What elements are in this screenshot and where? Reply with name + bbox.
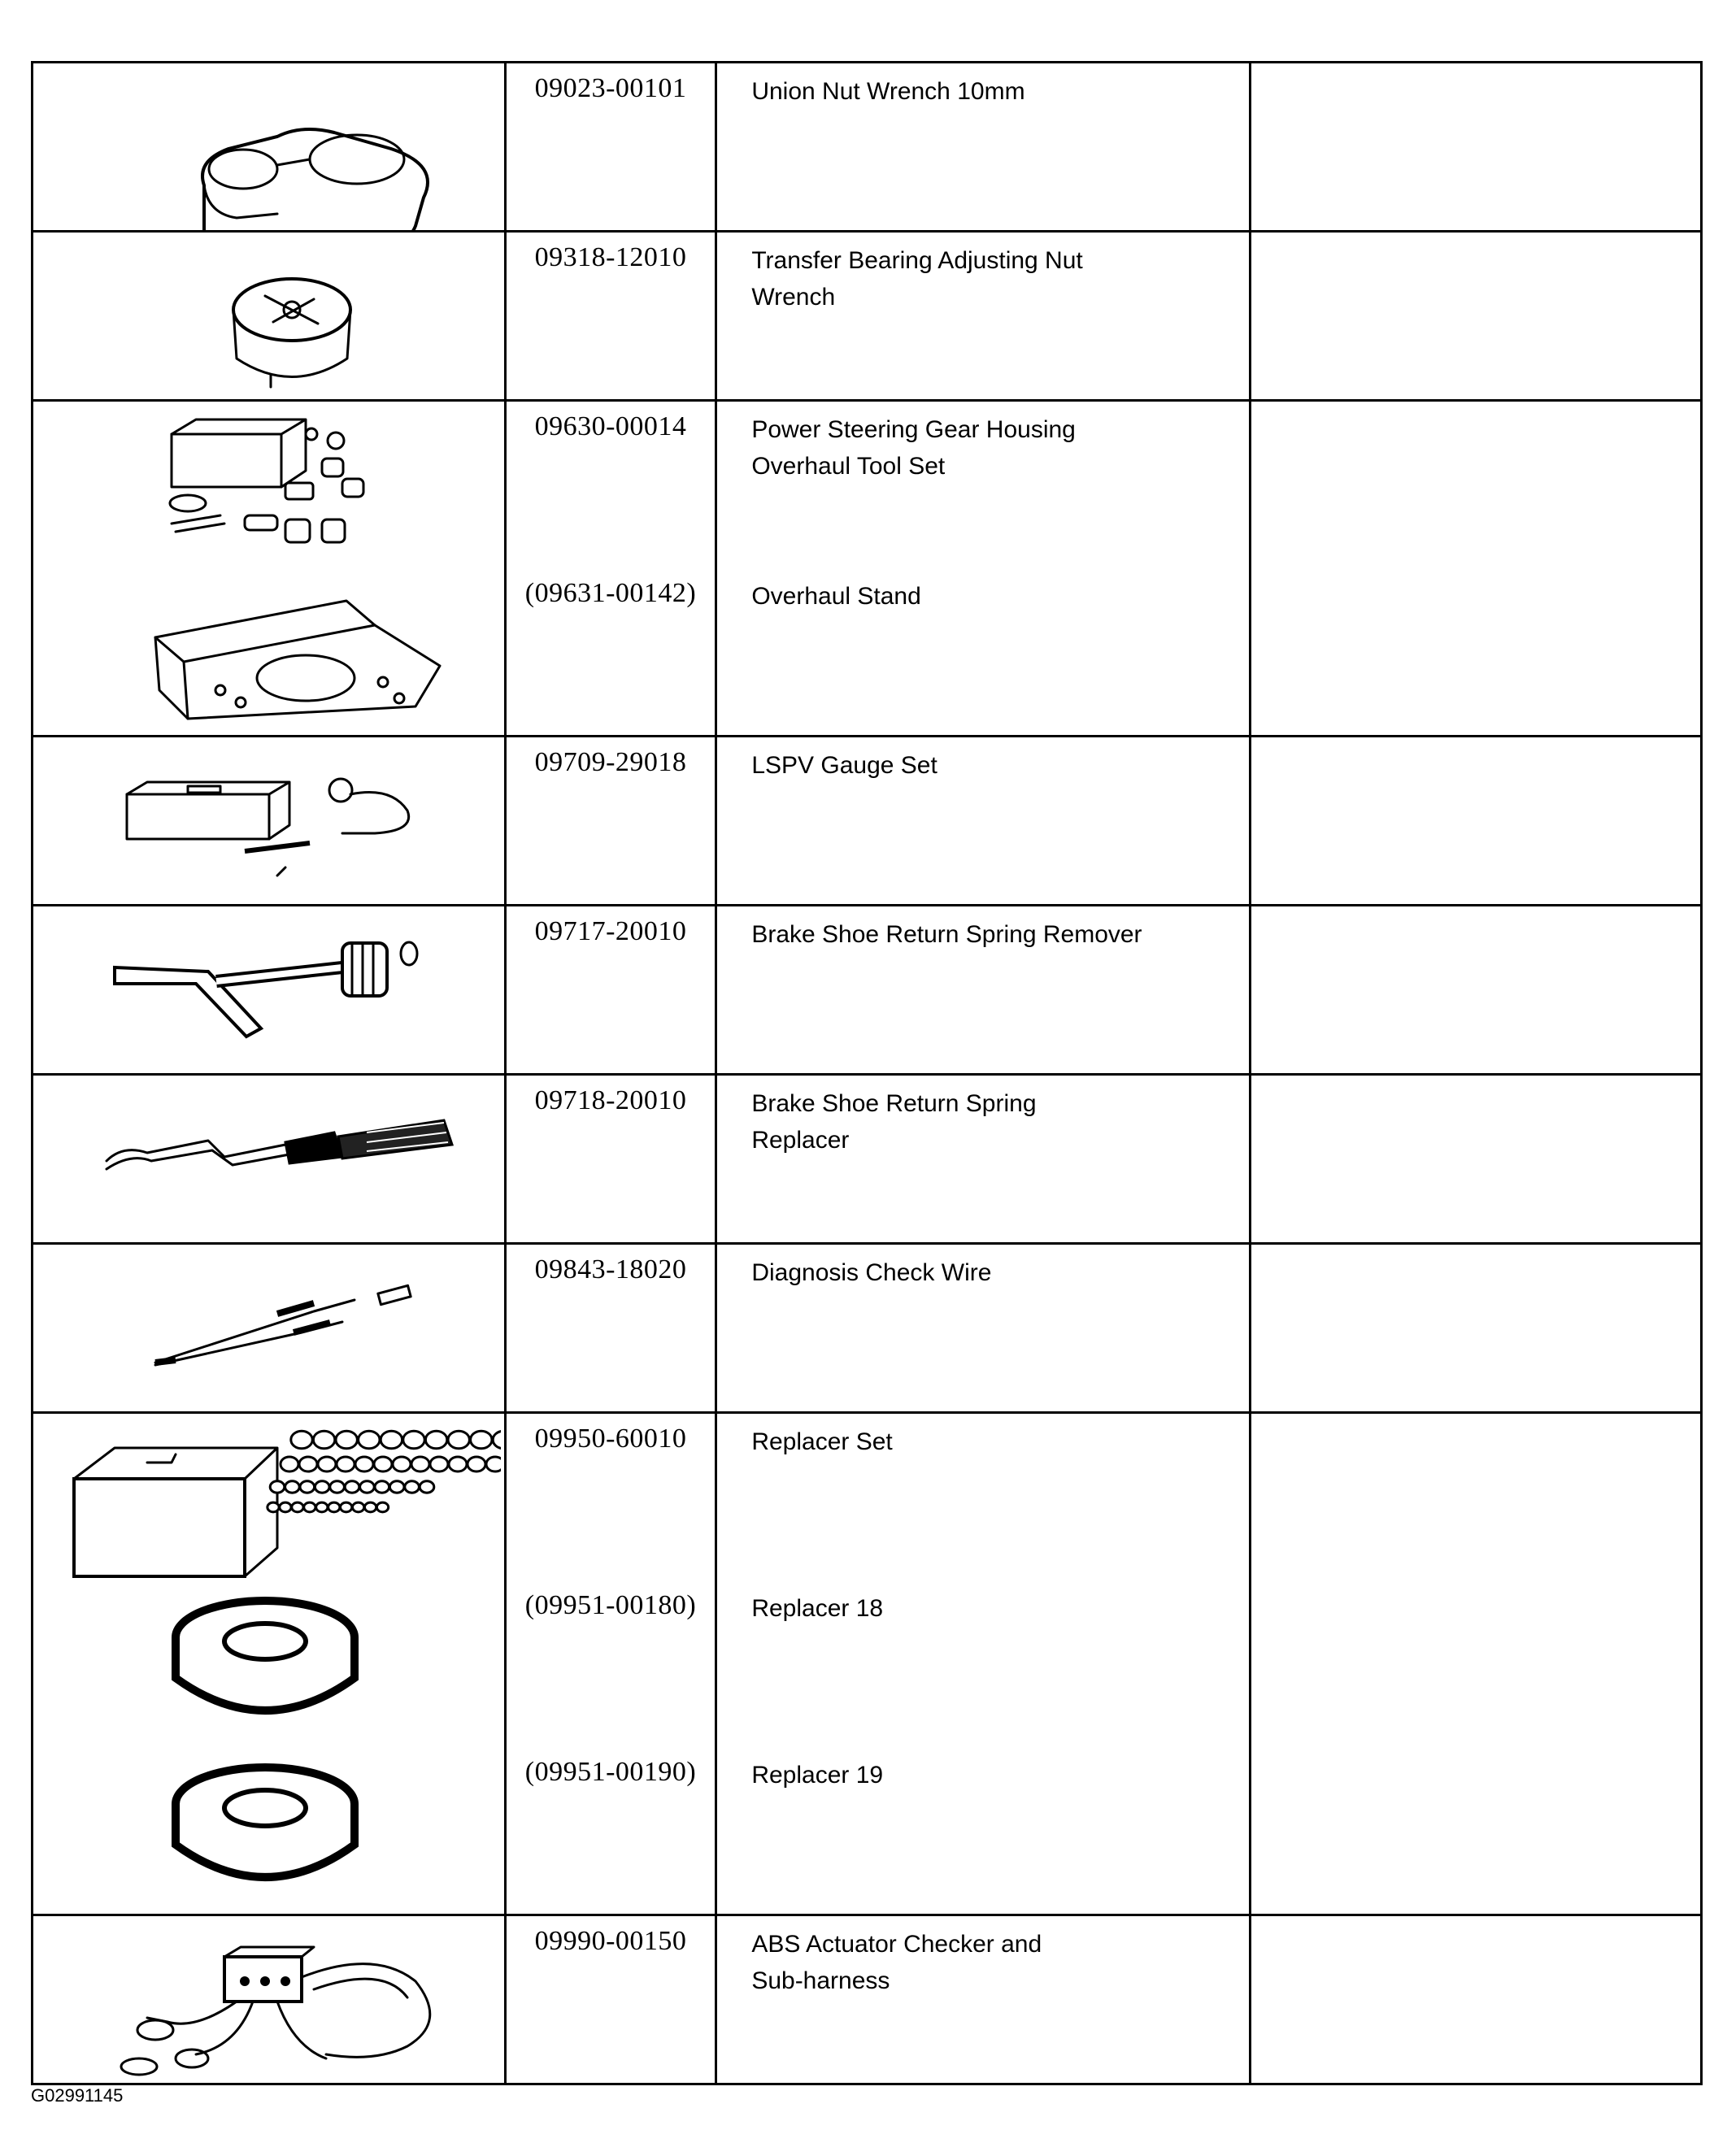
tool-illustration: [33, 233, 504, 399]
tool-illustration: [33, 1414, 504, 1580]
note-cell: [1251, 232, 1702, 401]
tool-row: [33, 906, 1702, 1075]
special-tools-table: [31, 61, 1703, 2085]
spring-replacer-icon: [33, 1076, 501, 1242]
tool-row: [33, 401, 1702, 737]
tool-illustration-cell: [33, 63, 506, 232]
description-cell: [716, 232, 1251, 401]
tool-illustration-cell: [33, 232, 506, 401]
part-number-cell: [505, 63, 716, 232]
tool-description: Replacer 18: [751, 1595, 884, 1622]
part-number: 09630-00014: [534, 411, 687, 441]
tool-illustration-cell: [33, 1075, 506, 1244]
part-number-cell: [505, 906, 716, 1075]
tool-illustration-cell: [33, 737, 506, 906]
tool-illustration-cell: [33, 1244, 506, 1413]
part-number: (09631-00142): [524, 578, 697, 608]
replacer-set-icon: [33, 1414, 501, 1580]
tool-set-icon: [33, 402, 501, 568]
tool-description: Brake Shoe Return Spring Replacer: [751, 1090, 1037, 1154]
part-number-cell: [505, 401, 716, 737]
replacer-ring-icon: [33, 1580, 501, 1747]
tool-illustration-cell: [33, 906, 506, 1075]
tool-row: [33, 737, 1702, 906]
tool-illustration-cell: [33, 401, 506, 737]
union-nut-wrench-icon: [33, 63, 501, 230]
description-cell: [716, 1413, 1251, 1915]
part-number: (09951-00180): [524, 1590, 697, 1620]
replacer-ring-icon: [33, 1747, 501, 1914]
tool-row: [33, 1075, 1702, 1244]
tool-description: Union Nut Wrench 10mm: [751, 78, 1025, 105]
tool-description: Brake Shoe Return Spring Remover: [751, 921, 1142, 948]
part-number: 09023-00101: [534, 73, 687, 103]
tool-description: Transfer Bearing Adjusting Nut Wrench: [751, 247, 1083, 311]
tool-illustration: [33, 906, 504, 1073]
tool-row: [33, 63, 1702, 232]
check-wire-icon: [33, 1245, 501, 1411]
note-cell: [1251, 1915, 1702, 2084]
note-cell: [1251, 906, 1702, 1075]
description-cell: [716, 401, 1251, 737]
part-number-cell: [505, 1413, 716, 1915]
tool-description: Replacer 19: [751, 1762, 884, 1789]
part-number-cell: [505, 232, 716, 401]
part-number: 09709-29018: [534, 747, 687, 777]
overhaul-stand-icon: [33, 568, 501, 735]
tool-description: Replacer Set: [751, 1428, 893, 1455]
actuator-checker-icon: [33, 1916, 501, 2083]
note-cell: [1251, 63, 1702, 232]
part-number-cell: [505, 1244, 716, 1413]
part-number: 09718-20010: [534, 1085, 687, 1115]
tool-description: Overhaul Stand: [751, 583, 921, 610]
tool-illustration: [33, 1747, 504, 1914]
part-number: 09843-18020: [534, 1254, 687, 1284]
note-cell: [1251, 1413, 1702, 1915]
tool-row: [33, 1413, 1702, 1915]
part-number: (09951-00190): [524, 1757, 697, 1787]
note-cell: [1251, 1075, 1702, 1244]
tool-illustration: [33, 1076, 504, 1242]
tool-illustration-cell: [33, 1915, 506, 2084]
part-number-cell: [505, 1915, 716, 2084]
part-number-cell: [505, 737, 716, 906]
tool-illustration-cell: [33, 1413, 506, 1915]
note-cell: [1251, 1244, 1702, 1413]
figure-id: G02991145: [31, 2085, 124, 2106]
description-cell: [716, 1915, 1251, 2084]
tool-row: [33, 1915, 1702, 2084]
adjusting-nut-wrench-icon: [33, 233, 501, 399]
description-cell: [716, 906, 1251, 1075]
tool-illustration: [33, 63, 504, 230]
tool-illustration: [33, 737, 504, 904]
description-cell: [716, 1075, 1251, 1244]
part-number: 09950-60010: [534, 1424, 687, 1454]
note-cell: [1251, 737, 1702, 906]
tool-illustration: [33, 1245, 504, 1411]
note-cell: [1251, 401, 1702, 737]
description-cell: [716, 1244, 1251, 1413]
gauge-set-icon: [33, 737, 501, 904]
tool-description: LSPV Gauge Set: [751, 752, 937, 779]
part-number: 09318-12010: [534, 242, 687, 272]
tool-illustration: [33, 568, 504, 735]
description-cell: [716, 737, 1251, 906]
tool-illustration: [33, 1580, 504, 1747]
tool-row: [33, 232, 1702, 401]
tool-description: ABS Actuator Checker and Sub-harness: [751, 1931, 1042, 1994]
part-number: 09990-00150: [534, 1926, 687, 1956]
spring-remover-icon: [33, 906, 501, 1073]
description-cell: [716, 63, 1251, 232]
part-number-cell: [505, 1075, 716, 1244]
part-number: 09717-20010: [534, 916, 687, 946]
tool-illustration: [33, 1916, 504, 2083]
tool-description: Power Steering Gear Housing Overhaul Tool Set: [751, 416, 1076, 480]
tool-row: [33, 1244, 1702, 1413]
tool-description: Diagnosis Check Wire: [751, 1259, 992, 1286]
tool-illustration: [33, 402, 504, 568]
